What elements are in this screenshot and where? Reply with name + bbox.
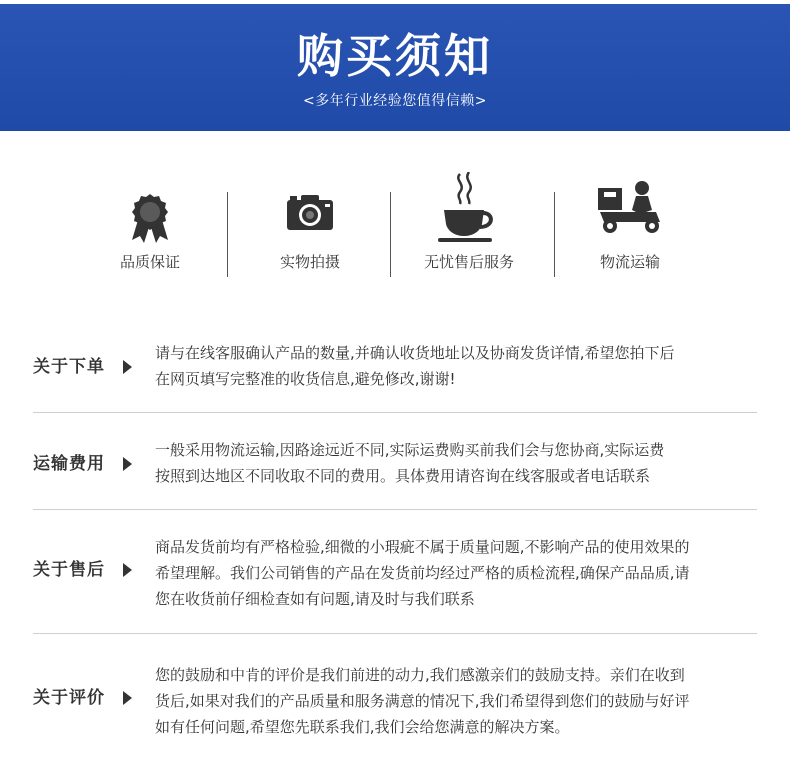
camera-icon <box>285 192 335 236</box>
faq-text: 请与在线客服确认产品的数量,并确认收货地址以及协商发货详情,希望您拍下后 在网页填写完整准的收货信息,避免修改,谢谢! <box>155 344 675 388</box>
feature-label: 无忧售后服务 <box>423 253 514 271</box>
feature-label: 物流运输 <box>599 253 660 271</box>
divider <box>33 633 757 634</box>
header-banner <box>0 4 790 131</box>
triangle-right-icon <box>123 360 132 374</box>
feature-label: 实物拍摄 <box>279 253 340 271</box>
divider <box>33 509 757 510</box>
feature-aftersales <box>389 170 549 280</box>
faq-text: 商品发货前均有严格检验,细微的小瑕疵不属于质量问题,不影响产品的使用效果的 希望理解。我们公司销售的产品在发货前均经过严格的质检流程,确保产品品质,请 您在收货前仔细检查如有问题,请及时与我们联系 <box>155 538 690 608</box>
triangle-right-icon <box>123 691 132 705</box>
faq-text: 您的鼓励和中肯的评价是我们前进的动力,我们感激亲们的鼓励支持。亲们在收到 货后,如果对我们的产品质量和服务满意的情况下,我们希望得到您们的鼓励与好评 如有任何问题,希望您先联系我们,我们会给您满意的解决方案。 <box>155 666 690 736</box>
faq-item-shipping-fee <box>33 437 757 497</box>
page-title: 购买须知 <box>297 29 493 83</box>
feature-shipping <box>550 170 710 280</box>
faq-item-order <box>33 340 757 400</box>
coffee-cup-icon <box>438 172 500 248</box>
faq-title: 关于售后 <box>33 560 105 580</box>
faq-text: 一般采用物流运输,因路途远近不同,实际运费购买前我们会与您协商,实际运费 按照到达地区不同收取不同的费用。具体费用请咨询在线客服或者电话联系 <box>155 441 665 485</box>
divider <box>227 192 228 277</box>
faq-item-review <box>33 662 757 742</box>
feature-row <box>0 170 790 290</box>
feature-label: 品质保证 <box>119 253 180 271</box>
feature-photo <box>230 170 390 280</box>
award-medal-icon <box>126 192 174 248</box>
divider <box>33 412 757 413</box>
faq-title: 关于下单 <box>33 357 105 377</box>
page-subtitle: <多年行业经验您值得信赖> <box>303 93 487 109</box>
faq-title: 运输费用 <box>33 454 105 474</box>
faq-title: 关于评价 <box>33 688 105 708</box>
faq-item-aftersales <box>33 534 757 614</box>
triangle-right-icon <box>123 457 132 471</box>
delivery-scooter-icon <box>596 180 664 240</box>
triangle-right-icon <box>123 563 132 577</box>
feature-quality <box>70 170 230 280</box>
